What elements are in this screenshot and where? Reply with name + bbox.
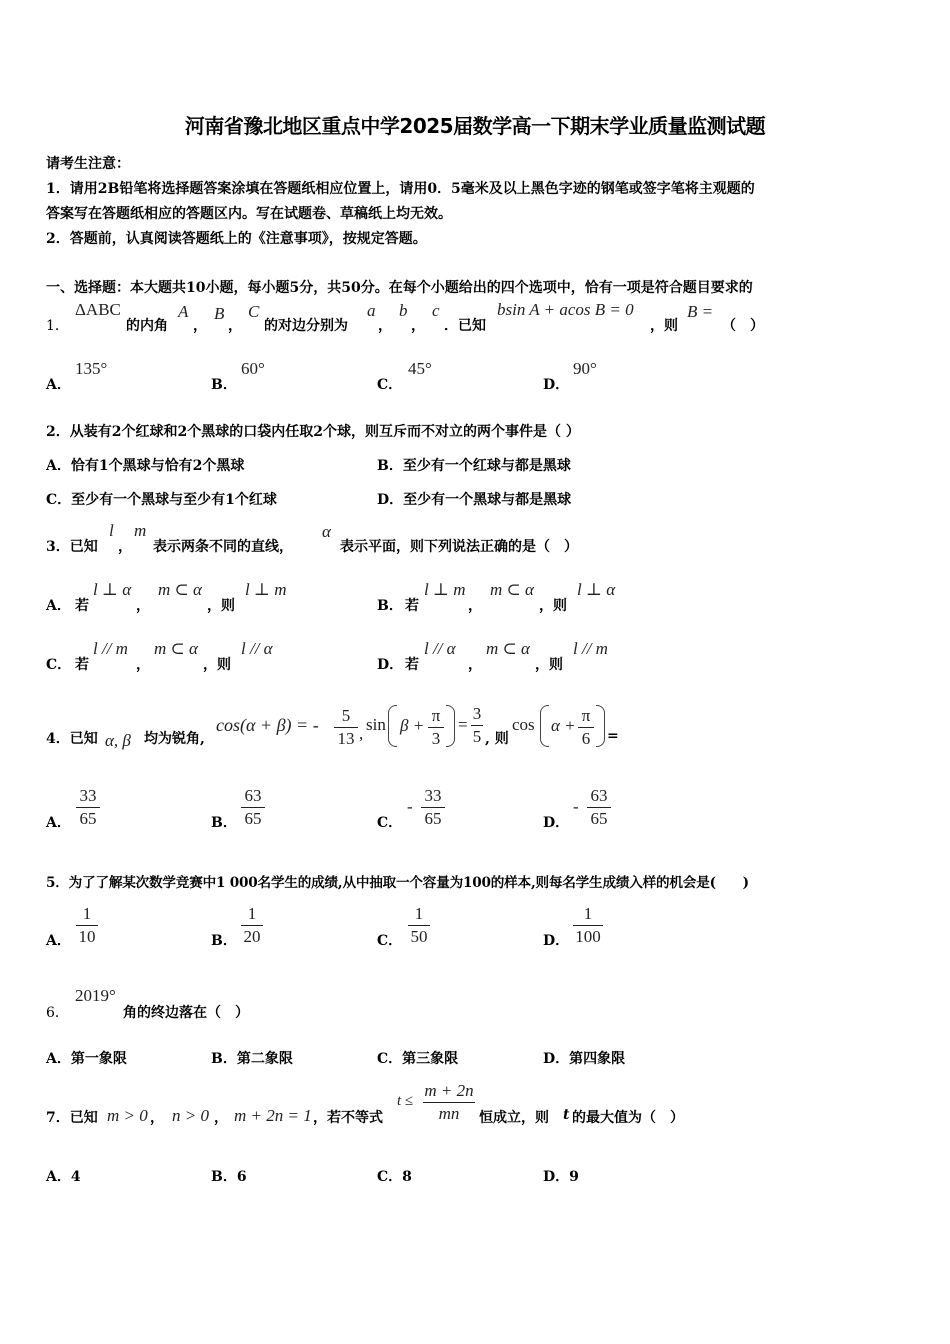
fraction-bar (573, 925, 603, 926)
q4-three: 3 (431, 729, 441, 748)
q3-option-d-comma: ， (468, 657, 482, 673)
q1-option-c-label[interactable]: C． (377, 377, 403, 393)
q3-option-b-then: ，则 (539, 598, 567, 614)
q5-option-c-label[interactable]: C． (377, 933, 403, 949)
q7-comma-2: ， (214, 1110, 228, 1126)
fraction-bar (471, 725, 483, 726)
q7-option-b[interactable]: B．6 (211, 1169, 247, 1185)
q3-option-d-cond-1: l // α (424, 639, 456, 658)
q4-option-b-fraction (241, 786, 265, 829)
q7-option-a[interactable]: A．4 (46, 1169, 81, 1185)
q4-frac2-num: 3 (472, 704, 482, 723)
q5-option-b-num: 1 (247, 904, 257, 923)
q1-side-a: a (367, 301, 376, 320)
q3-m: m (134, 521, 147, 540)
q1-comma-2: ， (228, 318, 242, 334)
q7-cond-n: n > 0 (172, 1106, 209, 1125)
q3-text-2: 表示平面，则下列说法正确的是（ ） (340, 539, 578, 555)
left-paren-icon (388, 705, 397, 747)
q1-option-d-label[interactable]: D． (543, 377, 570, 393)
q5-option-d-label[interactable]: D． (543, 933, 570, 949)
fraction-bar (578, 727, 594, 728)
q4-alpha-beta: α, β (105, 731, 131, 750)
q1-option-d-value: 90° (573, 359, 597, 378)
q3-option-c-result: l // α (241, 639, 273, 658)
q4-option-a-num: 33 (79, 786, 97, 805)
q7-option-c[interactable]: C．8 (377, 1169, 412, 1185)
q4-six: 6 (581, 729, 591, 748)
q7-text-1: ，若不等式 (313, 1110, 383, 1126)
q1-number: 1． (46, 318, 69, 334)
q4-option-c-label[interactable]: C． (377, 815, 403, 831)
q1-paren: （ ） (722, 318, 764, 334)
fraction-bar (423, 1102, 475, 1103)
left-paren-icon (540, 705, 549, 747)
q1-side-b: b (399, 301, 408, 320)
q4-equals-end: = (607, 728, 619, 744)
q3-comma: ， (118, 539, 132, 555)
q2-option-c[interactable]: C．至少有一个黑球与至少有1个红球 (46, 492, 277, 508)
q5-option-a-fraction (76, 904, 98, 947)
q6-number: 6． (46, 1005, 69, 1021)
q1-comma-1: ， (193, 318, 207, 334)
q4-fraction-5-13 (334, 706, 358, 749)
q2-option-d[interactable]: D．至少有一个黑球与都是黑球 (377, 492, 572, 508)
q1-side-c: c (432, 301, 440, 320)
q1-text-2: 的对边分别为 (264, 318, 348, 334)
q4-option-a-label[interactable]: A． (46, 815, 71, 831)
q4-inner-1: β + (400, 716, 425, 735)
q4-option-a-den: 65 (79, 809, 97, 828)
q4-option-c-den: 65 (424, 809, 442, 828)
q1-triangle: ΔABC (75, 300, 121, 319)
q3-option-a-label[interactable]: A． (46, 598, 71, 614)
q1-option-b-label[interactable]: B． (211, 377, 237, 393)
q4-fraction-pi-3 (428, 706, 444, 749)
q7-cond-sum: m + 2n = 1 (234, 1106, 312, 1125)
q1-text-4: ，则 (650, 318, 678, 334)
q4-sin: sin (366, 715, 386, 734)
q6-text: 角的终边落在（ ） (123, 1005, 249, 1021)
q4-fraction-pi-6 (578, 706, 594, 749)
section-heading: 一、选择题：本大题共10小题，每小题5分，共50分。在每个小题给出的四个选项中，恰有一项是符合题目要求的 (46, 280, 753, 296)
q3-option-a-cond-2: m ⊂ α (158, 580, 202, 599)
q3-option-a-then: ，则 (207, 598, 235, 614)
q3-option-b-if: 若 (405, 598, 419, 614)
q7-frac-num: m + 2n (424, 1081, 474, 1100)
q5-option-d-den: 100 (575, 927, 601, 946)
q4-option-c-sign: - (407, 797, 413, 816)
q3-option-b-cond-2: m ⊂ α (490, 580, 534, 599)
q1-equation: bsin A + acos B = 0 (497, 300, 634, 319)
q1-option-a-value: 135° (75, 359, 108, 378)
q5-option-c-num: 1 (414, 904, 424, 923)
q4-frac2-den: 5 (472, 727, 482, 746)
q3-option-b-label[interactable]: B． (377, 598, 403, 614)
q1-text-1: 的内角 (126, 318, 168, 334)
q5-option-b-fraction (241, 904, 263, 947)
notice-heading: 请考生注意： (46, 156, 130, 172)
fraction-bar (408, 925, 430, 926)
q5-option-d-fraction (573, 904, 603, 947)
q4-option-b-label[interactable]: B． (211, 815, 237, 831)
q1-angle-c: C (248, 302, 260, 321)
q3-option-d-cond-2: m ⊂ α (486, 639, 530, 658)
q7-number: 7．已知 (46, 1110, 98, 1126)
q6-option-c[interactable]: C．第三象限 (377, 1051, 459, 1067)
q1-comma-4: ， (411, 318, 425, 334)
q4-frac1-num: 5 (341, 706, 351, 725)
q4-number: 4．已知 (46, 731, 98, 747)
q7-fraction (423, 1081, 475, 1124)
q5-option-c-den: 50 (410, 927, 428, 946)
q3-option-b-result: l ⊥ α (577, 580, 616, 599)
q6-option-b[interactable]: B．第二象限 (211, 1051, 293, 1067)
q2-option-b[interactable]: B．至少有一个红球与都是黑球 (377, 458, 571, 474)
q7-cond-m: m > 0 (107, 1106, 148, 1125)
fraction-bar (241, 925, 263, 926)
q4-option-a-fraction (76, 786, 100, 829)
q4-option-d-label[interactable]: D． (543, 815, 570, 831)
fraction-bar (334, 727, 358, 728)
q5-option-a-num: 1 (82, 904, 92, 923)
q4-pi-2: π (581, 706, 591, 725)
fraction-bar (421, 807, 445, 808)
q4-option-c-fraction (421, 786, 445, 829)
q3-option-c-cond-2: m ⊂ α (154, 639, 198, 658)
q7-comma-1: ， (150, 1110, 164, 1126)
q5-option-a-den: 10 (78, 927, 96, 946)
q4-option-b-num: 63 (244, 786, 262, 805)
page-title: 河南省豫北地区重点中学2025届数学高一下期末学业质量监测试题 (184, 114, 766, 138)
q7-inequality: t ≤ (397, 1093, 414, 1109)
q4-option-d-den: 65 (590, 809, 608, 828)
q3-option-c-then: ，则 (203, 657, 231, 673)
q5-option-b-label[interactable]: B． (211, 933, 237, 949)
q4-then: , 则 (485, 731, 509, 747)
fraction-bar (76, 807, 100, 808)
q4-cos: cos (512, 715, 535, 734)
q3-option-d-result: l // m (573, 639, 608, 658)
notice-line-1: 1．请用2B铅笔将选择题答案涂填在答题纸相应位置上，请用0．5毫米及以上黑色字迹的钢笔或签字笔将主观题的 (46, 181, 755, 197)
right-paren-icon (596, 705, 605, 747)
q3-option-c-if: 若 (75, 657, 89, 673)
notice-line-2: 答案写在答题纸相应的答题区内。写在试题卷、草稿纸上均无效。 (46, 206, 452, 222)
q3-l: l (109, 521, 114, 540)
q1-text-3: ．已知 (444, 318, 486, 334)
fraction-bar (428, 727, 444, 728)
q4-option-d-num: 63 (590, 786, 608, 805)
q4-equals: = (458, 715, 468, 734)
q4-option-d-sign: - (573, 797, 579, 816)
q3-alpha: α (322, 522, 331, 541)
q3-option-a-comma: ， (136, 598, 150, 614)
q5-option-a-label[interactable]: A． (46, 933, 71, 949)
q7-frac-den: mn (438, 1104, 460, 1123)
q3-option-d-then: ，则 (535, 657, 563, 673)
q4-option-c-num: 33 (424, 786, 442, 805)
q3-option-c-comma: ， (136, 657, 150, 673)
q4-fraction-3-5 (471, 704, 483, 747)
q3-option-c-cond-1: l // m (93, 639, 128, 658)
q1-b-equals: B = (687, 302, 714, 321)
q1-comma-3: ， (378, 318, 392, 334)
q4-cos-expr: cos(α + β) = - (216, 715, 319, 735)
q3-option-a-if: 若 (75, 598, 89, 614)
notice-line-3: 2．答题前，认真阅读答题纸上的《注意事项》，按规定答题。 (46, 231, 427, 247)
q3-option-d-label[interactable]: D． (377, 657, 404, 673)
q5-option-d-num: 1 (583, 904, 593, 923)
q1-angle-b: B (214, 304, 225, 323)
right-paren-icon (446, 705, 455, 747)
q1-option-b-value: 60° (241, 359, 265, 378)
q5-text: 5．为了了解某次数学竞赛中1 000名学生的成绩,从中抽取一个容量为100的样本,则每名学生成绩入样的机会是( ) (46, 875, 749, 891)
q3-option-a-cond-1: l ⊥ α (93, 580, 132, 599)
q4-text-1: 均为锐角, (144, 731, 205, 747)
q7-text-2a: 恒成立，则 (479, 1110, 549, 1126)
q6-angle: 2019° (75, 986, 116, 1005)
q4-option-d-fraction (587, 786, 611, 829)
fraction-bar (587, 807, 611, 808)
fraction-bar (241, 807, 265, 808)
q1-option-a-label[interactable]: A． (46, 377, 71, 393)
q3-option-b-cond-1: l ⊥ m (424, 580, 466, 599)
q1-option-c-value: 45° (408, 359, 432, 378)
q1-angle-a: A (178, 302, 189, 321)
q7-option-d[interactable]: D．9 (543, 1169, 579, 1185)
q3-option-b-comma: ， (468, 598, 482, 614)
q3-option-c-label[interactable]: C． (46, 657, 72, 673)
q5-option-c-fraction (408, 904, 430, 947)
q3-option-a-result: l ⊥ m (245, 580, 287, 599)
q3-number: 3．已知 (46, 539, 98, 555)
q4-inner-2: α + (551, 716, 576, 735)
q6-option-a[interactable]: A．第一象限 (46, 1051, 127, 1067)
q4-sep: , (359, 724, 364, 743)
q2-text: 2．从装有2个红球和2个黑球的口袋内任取2个球，则互斥而不对立的两个事件是（ ） (46, 424, 580, 440)
fraction-bar (76, 925, 98, 926)
q4-frac1-den: 13 (337, 729, 355, 748)
q6-option-d[interactable]: D．第四象限 (543, 1051, 626, 1067)
q2-option-a[interactable]: A．恰有1个黑球与恰有2个黑球 (46, 458, 245, 474)
q3-option-d-if: 若 (405, 657, 419, 673)
q4-pi: π (431, 706, 441, 725)
q3-text-1: 表示两条不同的直线， (153, 539, 293, 555)
q7-t-variable: t (563, 1107, 570, 1123)
q4-option-b-den: 65 (244, 809, 262, 828)
q7-text-2b: 的最大值为（ ） (572, 1110, 684, 1126)
q5-option-b-den: 20 (243, 927, 261, 946)
